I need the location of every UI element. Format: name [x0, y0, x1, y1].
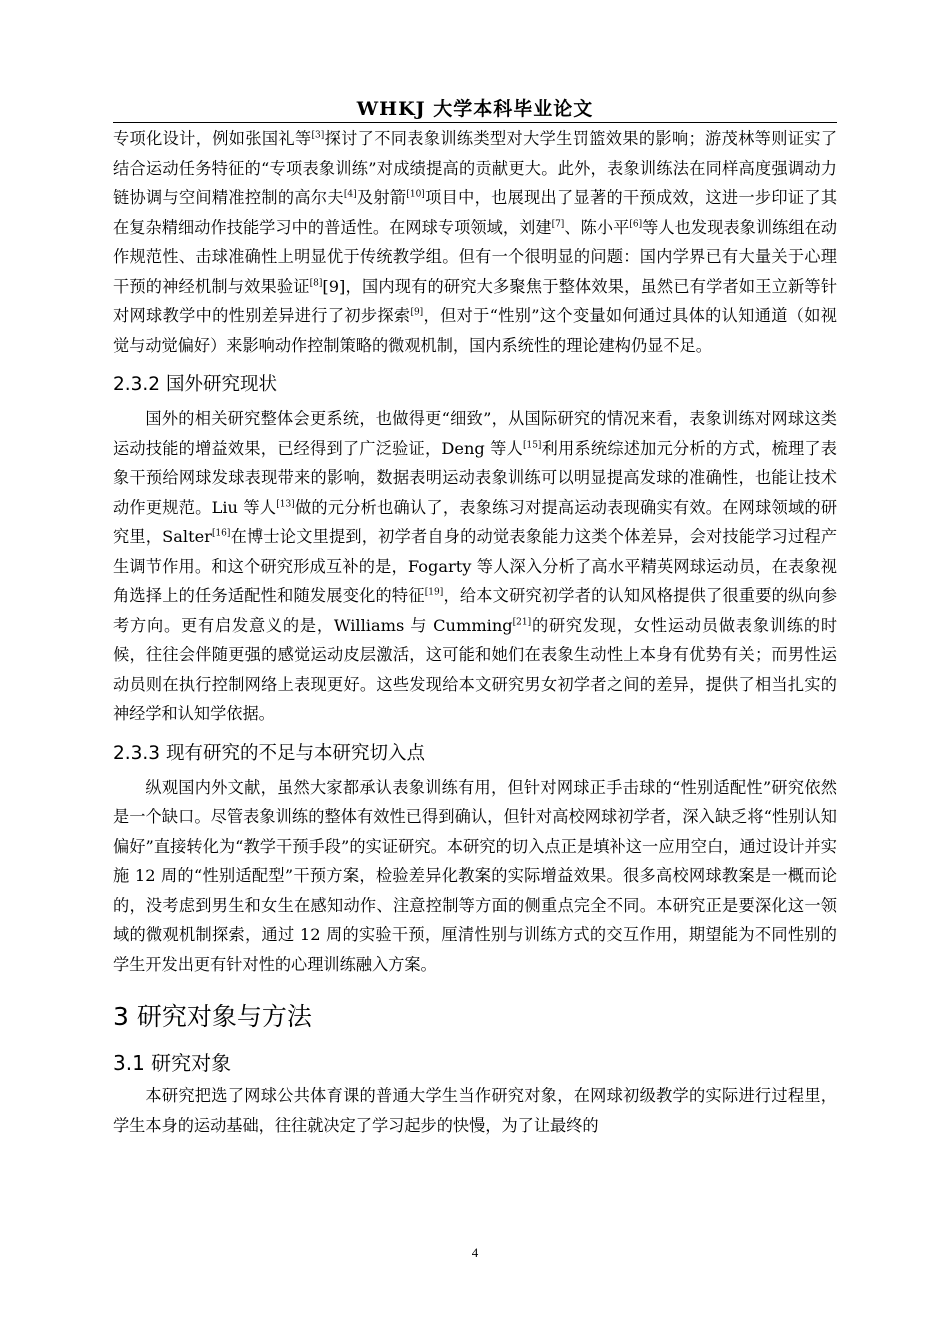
citation: [15] — [522, 440, 542, 451]
paragraph-research-subjects: 本研究把选了网球公共体育课的普通大学生当作研究对象，在网球初级教学的实际进行过程里，学生本身的运动基础，往往就决定了学习起步的快慢，为了让最终的 — [113, 1086, 837, 1135]
paragraph-foreign-research — [113, 404, 837, 729]
citation: [8] — [309, 278, 323, 289]
citation: [4] — [343, 189, 357, 200]
citation: [3] — [311, 130, 325, 141]
section-heading-2-3-2: 2.3.2 国外研究现状 — [113, 374, 277, 395]
citation: [6] — [629, 219, 643, 230]
page-number: 4 — [471, 1245, 479, 1260]
text-run: 国外的相关研究整体会更系统，也做得更“细致”，从国际研究的情况来看，表象训练对网球这类运动技能的增益效果，已经得到了广泛验证，Deng 等人 — [113, 409, 837, 458]
text-run: ，但对于“性别”这个变量如何通过具体的认知通道（如视觉与动觉偏好）来影响动作控制策略的微观机制，国内系统性的理论建构仍显不足。 — [113, 306, 837, 355]
document-body — [113, 124, 837, 1140]
text-run: 、陈小平 — [564, 217, 630, 237]
citation: [7] — [551, 219, 565, 230]
paragraph-domestic-research — [113, 124, 837, 360]
text-run: 利用系统综述加元分析的方式，梳理了表象干预给网球发球表现带来的影响，数据表明运动表象训练可以明显提高发球的准确性，也能让技术动作更规范。Liu 等人 — [113, 438, 837, 517]
header-rule — [113, 122, 837, 123]
citation: [10] — [406, 189, 425, 200]
chapter-heading-3: 3 研究对象与方法 — [113, 1002, 312, 1031]
text-run: 专项化设计，例如张国礼等 — [113, 129, 312, 148]
text-run: 及射箭 — [356, 188, 407, 207]
citation: [21] — [512, 617, 532, 628]
paragraph-research-gap: 纵观国内外文献，虽然大家都承认表象训练有用，但针对网球正手击球的“性别适配性”研究依然是一个缺口。尽管表象训练的整体有效性已得到确认，但针对高校网球初学者，深入缺乏将“性别认知偏好”直接转化为“教学干预手段”的实证研究。本研究的切入点正是填补这一应用空白，通过设计并实施 12 周的“性别适配型”干预方案，检验差异化教案的实际增益效果。很多高校网球教案是一概而论的，没考虑到男生和女生在感知动作、注意控制等方面的侧重点完全不同。本研究正是要深化这一领域的微观机制探索，通过 12 周的实验干预，厘清性别与训练方式的交互作用，期望能为不同性别的学生开发出更有针对性的心理训练融入方案。 — [113, 777, 837, 974]
running-header: WHKJ 大学本科毕业论文 — [356, 98, 594, 120]
section-heading-3-1: 3.1 研究对象 — [113, 1051, 232, 1075]
text-run: 在博士论文里提到，初学者自身的动觉表象能力这类个体差异，会对技能学习过程产生调节作用。和这个研究形成互补的是，Fogarty 等人深入分析了高水平精英网球运动员，在表象视角选择上的任务适配性和随发展变化的特征 — [113, 527, 838, 605]
section-heading-2-3-3: 2.3.3 现有研究的不足与本研究切入点 — [113, 742, 425, 764]
citation: [13] — [276, 499, 295, 510]
text-run: 的研究发现，女性运动员做表象训练的时候，往往会伴随更强的感觉运动皮层激活，这可能和她们在表象生动性上本身有优势有关；而男性运动员则在执行控制网络上表现更好。这些发现给本文研究男女初学者之间的差异，提供了相当扎实的神经学和认知学依据。 — [113, 615, 838, 723]
text-run: [9]，国内现有的研究大多聚焦于整体效果，虽然已有学者如王立新等针对网球教学中的性别差异进行了初步探索 — [113, 276, 838, 325]
text-run: 项目中，也展现出了显著的干预成效，这进一步印证了其在复杂精细动作技能学习中的普适性。在网球专项领域，刘建 — [113, 188, 838, 237]
text-run: 做的元分析也确认了，表象练习对提高运动表现确实有效。在网球领域的研究里，Salter — [113, 497, 838, 546]
citation: [9] — [410, 307, 424, 318]
text-run: 等人也发现表象训练组在动作规范性、击球准确性上明显优于传统教学组。但有一个很明显的问题：国内学界已有大量关于心理干预的神经机制与效果验证 — [113, 217, 838, 296]
citation: [16] — [211, 528, 231, 539]
citation: [19] — [424, 587, 444, 598]
text-run: ，给本文研究初学者的认知风格提供了很重要的纵向参考方向。更有启发意义的是，Williams 与 Cumming — [113, 586, 838, 635]
text-run: 探讨了不同表象训练类型对大学生罚篮效果的影响；游茂林等则证实了结合运动任务特征的“专项表象训练”对成绩提高的贡献更大。此外，表象训练法在同样高度强调动力链协调与空间精准控制的高尔夫 — [113, 129, 838, 207]
